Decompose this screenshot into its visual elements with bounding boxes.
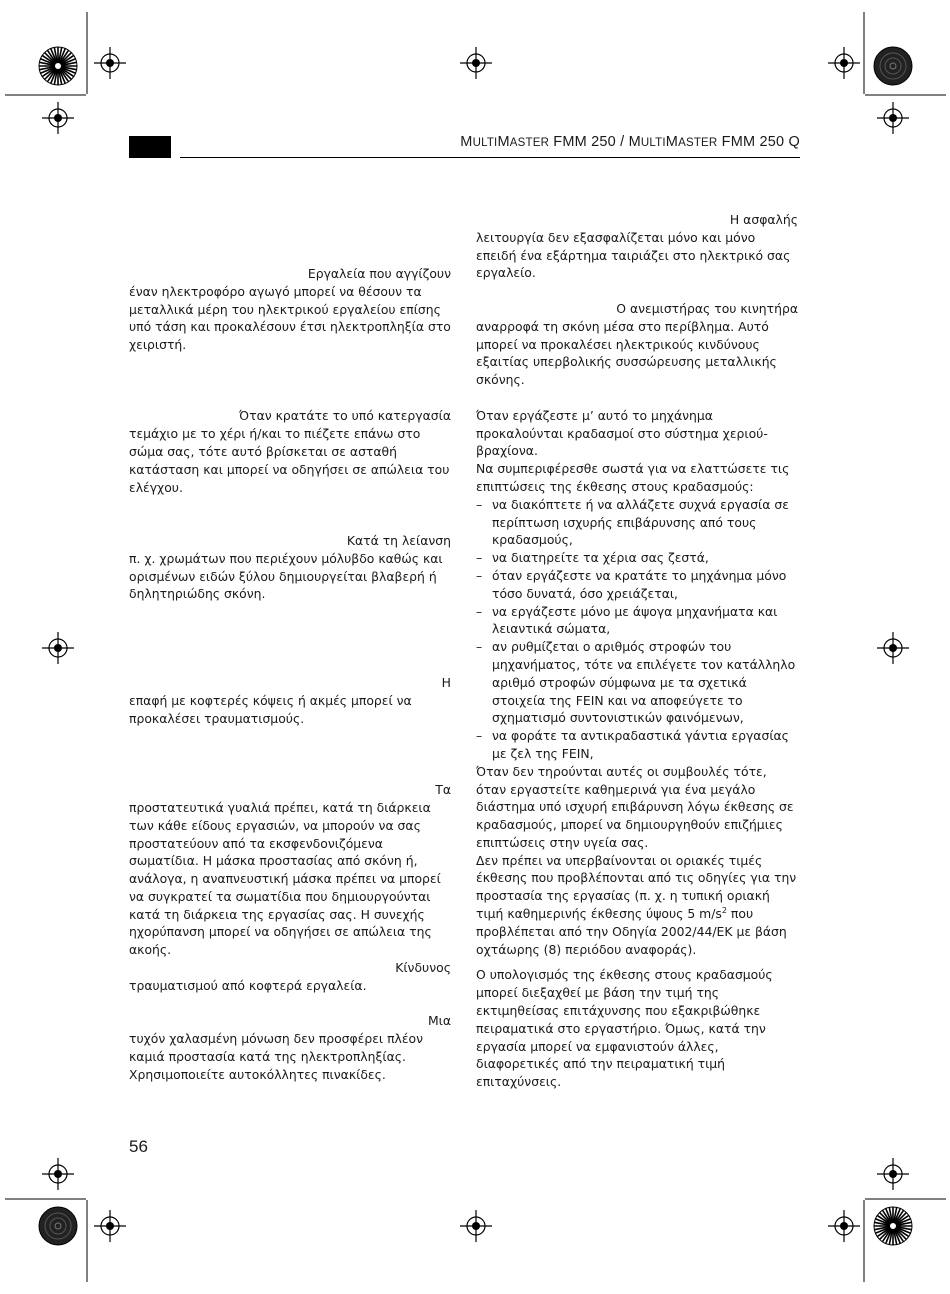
- paragraph-lead: Μια: [427, 1013, 451, 1029]
- language-marker-box: [129, 136, 171, 158]
- paragraph: π. χ. χρωμάτων που περιέχουν μόλυβδο καθώς και ορισμένων ειδών ξύλου δημιουργείται βλαβερή ή δηλητηριώδης σκόνη.: [129, 550, 443, 602]
- paragraph: Ο υπολογισμός της έκθεσης στους κραδασμούς μπορεί διεξαχθεί με βάση την τιμή της εκτιμηθείσας επιτάχυνσης που εξακριβώθηκε πειραματικά στο εργαστήριο. Όμως, κατά την εργασία μπορεί να εμφανιστούν άλλες, διαφορετικές από την πειραματική τιμή επιταχύνσεις.: [476, 967, 773, 1090]
- paragraph: αναρροφά τη σκόνη μέσα στο περίβλημα. Αυτό μπορεί να προκαλέσει ηλεκτρικούς κινδύνους εξαιτίας υπερβολικής συσσώρευσης μεταλλικής σκόνης.: [476, 318, 777, 388]
- paragraph: τραυματισμού από κοφτερά εργαλεία.: [129, 977, 367, 993]
- list-item: – να διακόπτετε ή να αλλάζετε συχνά εργασία σε περίπτωση ισχυρής επιβάρυνσης από τους κραδασμούς,: [476, 496, 798, 549]
- paragraph-lead: Κίνδυνος: [395, 960, 451, 976]
- paragraph-lead: Τα: [435, 782, 451, 798]
- paragraph-lead: Η ασφαλής: [729, 212, 798, 227]
- paragraph-lead: Κατά τη λείανση: [346, 532, 451, 548]
- paragraph: λειτουργία δεν εξασφαλίζεται μόνο και μόνο επειδή ένα εξάρτημα ταιριάζει στο ηλεκτρικό σας εργαλείο.: [476, 229, 791, 281]
- paragraph: Να συμπεριφέρεσθε σωστά για να ελαττώσετε τις επιπτώσεις της έκθεσης στους κραδασμούς:: [476, 461, 790, 494]
- header-rule: [180, 157, 800, 158]
- document-title: MULTIMASTER FMM 250 / MULTIMASTER FMM 250 Q: [460, 134, 800, 150]
- paragraph: προστατευτικά γυαλιά πρέπει, κατά τη διάρκεια των κάθε είδους εργασιών, να μπορούν να σας προστατεύουν από τα εκσφενδονιζόμενα σωματίδια. Η μάσκα προστασίας από σκόνη ή, ανάλογα, η αναπνευστική μάσκα πρέπει να μπορεί να συγκρατεί τα σωματίδια που δημιουργούνται κατά τη διάρκεια της εργασίας σας. Η συνεχής ηχορύπανση μπορεί να οδηγήσει σε απώλεια της ακοής.: [129, 799, 441, 958]
- paragraph: Δεν πρέπει να υπερβαίνονται οι οριακές τιμές έκθεσης που προβλέπονται από τις οδηγίες για την προστασία της εργασίας (π. χ. η τυπική οριακή τιμή καθημερινής έκθεσης ύψους 5 $m/s^2$ που προβλέπεται από την Οδηγία 2002/44/ΕΚ με βάση οχτάωρης (8) περιόδου αναφοράς).: [476, 852, 797, 957]
- list-item: – να διατηρείτε τα χέρια σας ζεστά,: [476, 549, 798, 567]
- paragraph: Όταν εργάζεστε μ’ αυτό το μηχάνημα προκαλούνται κραδασμοί στο σύστημα χεριού-βραχίονα.: [476, 407, 768, 459]
- paragraph: έναν ηλεκτροφόρο αγωγό μπορεί να θέσουν τα μεταλλικά μέρη του ηλεκτρικού εργαλείου επίσης υπό τάση και προκαλέσουν έτσι ηλεκτροπληξία στο χειριστή.: [129, 283, 451, 353]
- list-item: – να φοράτε τα αντικραδαστικά γάντια εργασίας με ζελ της FEIN,: [476, 727, 798, 763]
- paragraph: τυχόν χαλασμένη μόνωση δεν προσφέρει πλέον καμιά προστασία κατά της ηλεκτροπληξίας. Χρησιμοποιείτε αυτοκόλλητες πινακίδες.: [129, 1031, 424, 1082]
- paragraph-lead: Όταν κρατάτε το υπό κατεργασία: [239, 408, 451, 424]
- vibration-advice-list: [476, 496, 798, 763]
- page-number: 56: [129, 1137, 148, 1156]
- list-item: – όταν εργάζεστε να κρατάτε το μηχάνημα μόνο τόσο δυνατά, όσο χρειάζεται,: [476, 567, 798, 603]
- list-item: – αν ρυθμίζεται ο αριθμός στροφών του μηχανήματος, τότε να επιλέγετε τον κατάλληλο αριθμό στροφών σύμφωνα με τα σχετικά στοιχεία της FEIN και να αποφεύγετε το σχηματισμό συντονιστικών φαινόμενων,: [476, 638, 798, 727]
- paragraph: Όταν δεν τηρούνται αυτές οι συμβουλές τότε, όταν εργαστείτε καθημερινά για ένα μεγάλο διάστημα υπό ισχυρή επιβάρυνση λόγω έκθεσης σε κραδασμούς, μπορεί να δημιουργηθούν επιζήμιες επιπτώσεις στην υγεία σας.: [476, 763, 794, 850]
- paragraph-lead: Ο ανεμιστήρας του κινητήρα: [616, 300, 798, 316]
- paragraph: τεμάχιο με το χέρι ή/και το πιέζετε επάνω στο σώμα σας, τότε αυτό βρίσκεται σε ασταθή κατάσταση και μπορεί να οδηγήσει σε απώλεια του ελέγχου.: [129, 426, 450, 495]
- paragraph-lead: Η: [441, 675, 451, 691]
- right-column: [476, 211, 798, 1091]
- paragraph-lead: Εργαλεία που αγγίζουν: [307, 266, 451, 281]
- list-item: – να εργάζεστε μόνο με άψογα μηχανήματα και λειαντικά σώματα,: [476, 603, 798, 639]
- paragraph: επαφή με κοφτερές κόψεις ή ακμές μπορεί να προκαλέσει τραυματισμούς.: [129, 693, 412, 726]
- left-column: [129, 265, 451, 1084]
